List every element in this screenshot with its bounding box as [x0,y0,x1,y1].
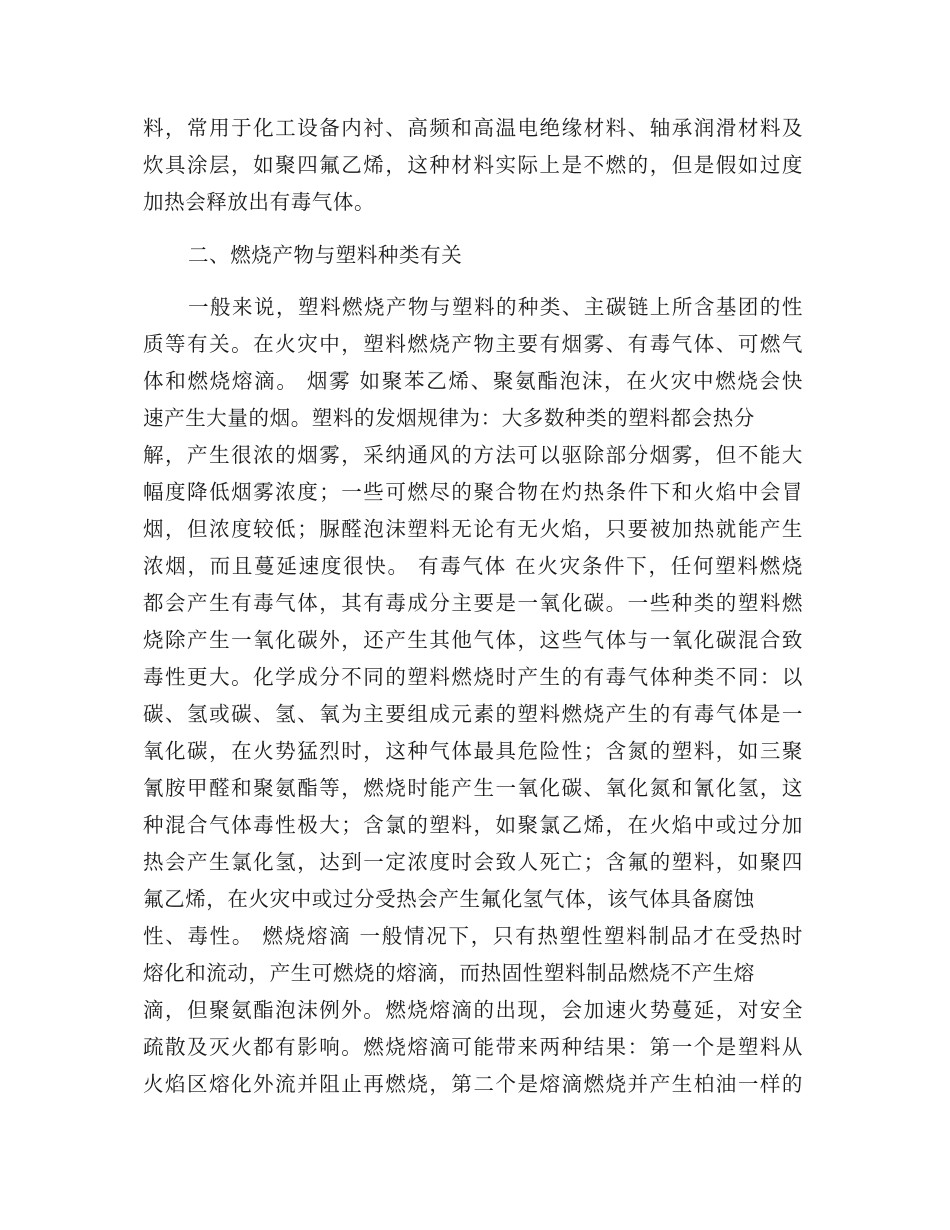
text-line: 体和燃烧熔滴。 烟雾 如聚苯乙烯、聚氨酯泡沫，在火灾中燃烧会快 [143,369,803,393]
text-line: 熔化和流动，产生可燃烧的熔滴，而热固性塑料制品燃烧不产生熔 [143,961,755,985]
text-line: 浓烟，而且蔓延速度很快。 有毒气体 在火灾条件下，任何塑料燃烧 [143,554,803,578]
text-line: 料，常用于化工设备内衬、高频和高温电绝缘材料、轴承润滑材料及 [143,116,803,140]
text-line: 氧化碳，在火势猛烈时，这种气体最具危险性；含氮的塑料，如三聚 [143,739,803,763]
text-line: 一般来说，塑料燃烧产物与塑料的种类、主碳链上所含基团的性 [188,295,803,319]
text-line: 加热会释放出有毒气体。 [143,190,376,214]
text-line: 速产生大量的烟。塑料的发烟规律为：大多数种类的塑料都会热分 [143,406,755,430]
text-line: 烧除产生一氧化碳外，还产生其他气体，这些气体与一氧化碳混合致 [143,628,803,652]
text-line: 质等有关。在火灾中，塑料燃烧产物主要有烟雾、有毒气体、可燃气 [143,332,803,356]
text-line: 火焰区熔化外流并阻止再燃烧，第二个是熔滴燃烧并产生柏油一样的 [143,1072,803,1096]
text-line: 性、毒性。 燃烧熔滴 一般情况下，只有热塑性塑料制品才在受热时 [143,924,803,948]
section-heading: 二、燃烧产物与塑料种类有关 [188,243,463,267]
text-line: 疏散及灭火都有影响。燃烧熔滴可能带来两种结果：第一个是塑料从 [143,1035,803,1059]
text-line: 热会产生氯化氢，达到一定浓度时会致人死亡；含氟的塑料，如聚四 [143,850,803,874]
text-line: 碳、氢或碳、氢、氧为主要组成元素的塑料燃烧产生的有毒气体是一 [143,702,803,726]
text-line: 氟乙烯，在火灾中或过分受热会产生氟化氢气体，该气体具备腐蚀 [143,887,755,911]
text-line: 烟，但浓度较低；脲醛泡沫塑料无论有无火焰，只要被加热就能产生 [143,517,803,541]
text-line: 炊具涂层，如聚四氟乙烯，这种材料实际上是不燃的，但是假如过度 [143,153,803,177]
text-line: 种混合气体毒性极大；含氯的塑料，如聚氯乙烯，在火焰中或过分加 [143,813,803,837]
text-line: 解，产生很浓的烟雾，采纳通风的方法可以驱除部分烟雾，但不能大 [143,443,803,467]
text-line: 氰胺甲醛和聚氨酯等，燃烧时能产生一氧化碳、氧化氮和氰化氢，这 [143,776,803,800]
text-line: 幅度降低烟雾浓度；一些可燃尽的聚合物在灼热条件下和火焰中会冒 [143,480,803,504]
text-line: 毒性更大。化学成分不同的塑料燃烧时产生的有毒气体种类不同：以 [143,665,803,689]
text-line: 滴，但聚氨酯泡沫例外。燃烧熔滴的出现，会加速火势蔓延，对安全 [143,998,803,1022]
text-line: 都会产生有毒气体，其有毒成分主要是一氧化碳。一些种类的塑料燃 [143,591,803,615]
